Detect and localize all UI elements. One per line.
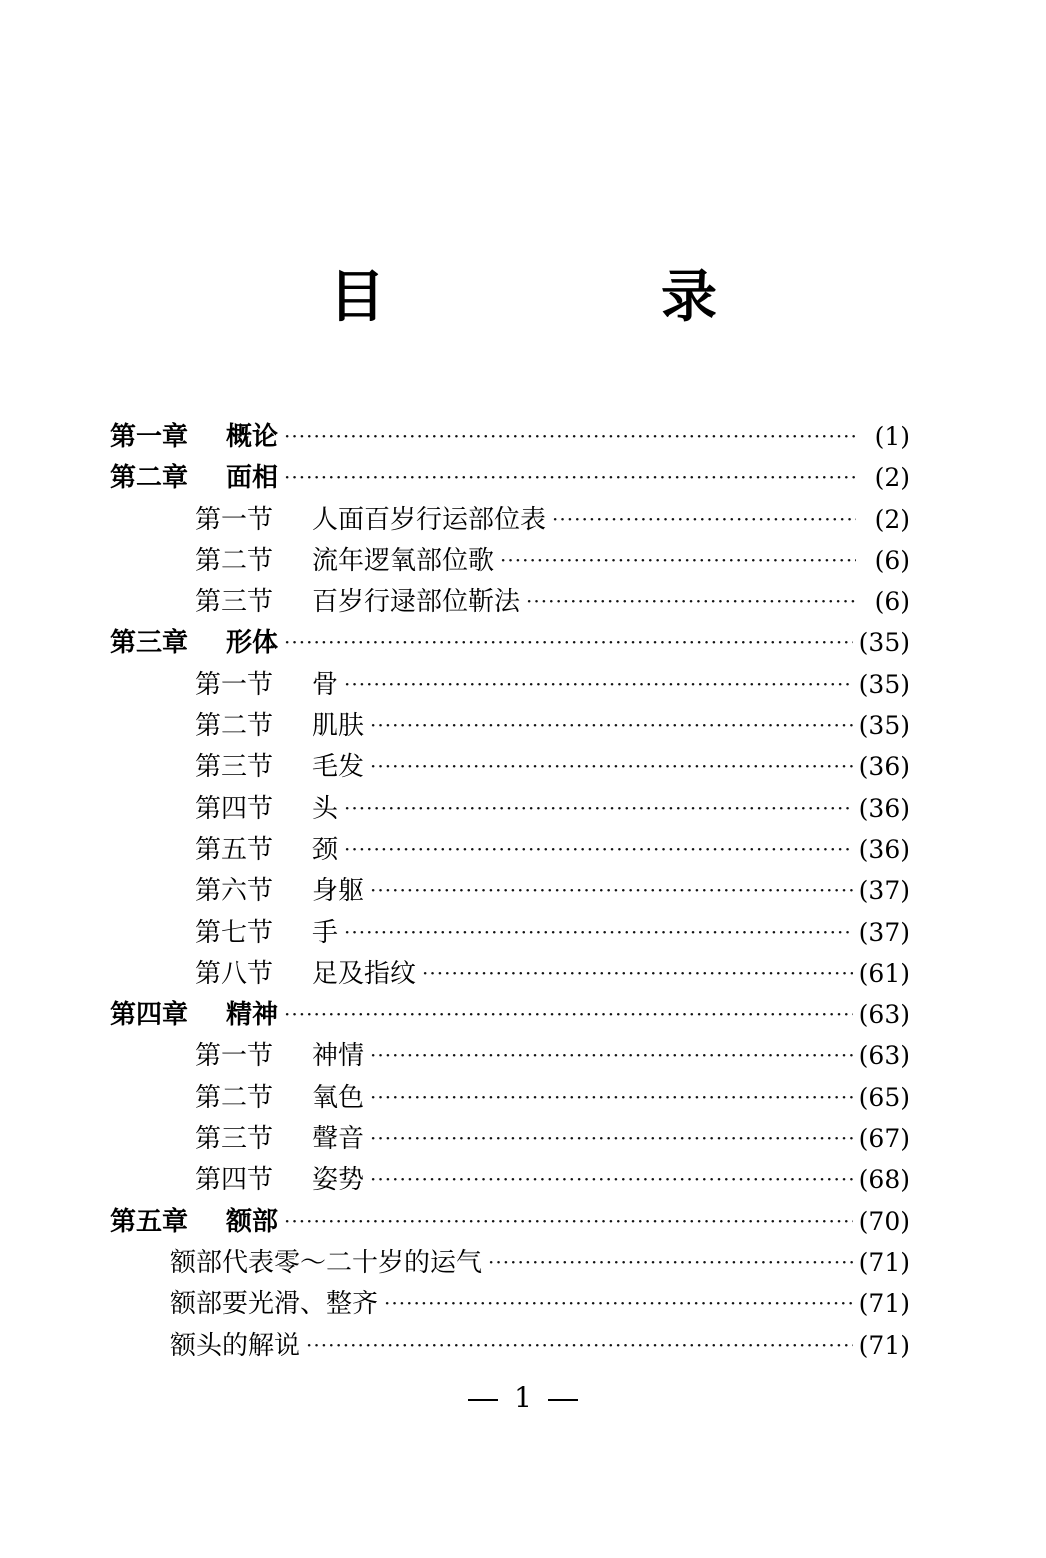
toc-entry-title: 姿势 bbox=[312, 1165, 365, 1196]
toc-entry-page-number: (2) bbox=[874, 463, 910, 493]
toc-entry-section[interactable] bbox=[110, 1035, 910, 1076]
toc-entry-section[interactable] bbox=[110, 746, 910, 787]
toc-entry-title: 流年逻氧部位歌 bbox=[312, 545, 495, 576]
toc-entry-page-number: (36) bbox=[858, 752, 910, 782]
toc-entry-label: 第二章 bbox=[110, 463, 189, 494]
toc-entry-title: 骨 bbox=[312, 669, 339, 700]
toc-entry-title: 神情 bbox=[312, 1041, 365, 1072]
toc-entry-section[interactable] bbox=[110, 788, 910, 829]
table-of-contents bbox=[110, 416, 910, 1366]
toc-entry-page-number: (71) bbox=[858, 1247, 910, 1277]
toc-entry-label: 第一章 bbox=[110, 422, 189, 452]
toc-entry-section[interactable] bbox=[110, 705, 910, 746]
toc-entry-title: 足及指纹 bbox=[312, 958, 417, 989]
toc-entry-chapter[interactable] bbox=[110, 622, 910, 663]
toc-entry-title: 头 bbox=[312, 793, 339, 824]
dot-leader bbox=[370, 1159, 853, 1200]
toc-entry-page-number: (37) bbox=[858, 917, 910, 947]
toc-entry-page-number: (6) bbox=[874, 587, 910, 617]
toc-entry-title: 精神 bbox=[226, 1000, 279, 1031]
toc-entry-section[interactable] bbox=[110, 1159, 910, 1200]
dot-leader bbox=[370, 746, 853, 787]
toc-entry-page-number: (36) bbox=[858, 793, 910, 823]
toc-entry-section[interactable] bbox=[110, 953, 910, 994]
toc-entry-chapter[interactable] bbox=[110, 994, 910, 1035]
toc-entry-chapter[interactable] bbox=[110, 1201, 910, 1242]
dot-leader bbox=[344, 912, 853, 953]
toc-entry-page-number: (6) bbox=[874, 545, 910, 575]
toc-entry-section[interactable] bbox=[110, 1118, 910, 1159]
toc-entry-title: 额部代表零～二十岁的运气 bbox=[170, 1247, 483, 1278]
toc-entry-page-number: (35) bbox=[858, 669, 910, 699]
dot-leader bbox=[284, 416, 856, 457]
toc-entry-label: 第六节 bbox=[195, 876, 274, 907]
toc-entry-page-number: (2) bbox=[874, 504, 910, 534]
toc-entry-chapter[interactable] bbox=[110, 457, 910, 498]
toc-entry-label: 第一节 bbox=[195, 1041, 274, 1072]
dot-leader bbox=[370, 1118, 853, 1159]
dot-leader bbox=[526, 581, 856, 622]
toc-entry-section[interactable] bbox=[110, 540, 910, 581]
toc-entry-section[interactable] bbox=[110, 1077, 910, 1118]
dot-leader bbox=[284, 994, 853, 1035]
toc-entry-title: 人面百岁行运部位表 bbox=[312, 504, 547, 535]
toc-entry-section[interactable] bbox=[110, 829, 910, 870]
toc-entry-title: 额部要光滑、整齐 bbox=[170, 1289, 379, 1320]
toc-entry-title: 肌肤 bbox=[312, 711, 365, 742]
toc-entry-page-number: (35) bbox=[858, 628, 910, 658]
dot-leader bbox=[370, 1035, 853, 1076]
toc-entry-section[interactable] bbox=[110, 870, 910, 911]
toc-entry-topic[interactable] bbox=[110, 1242, 910, 1283]
page-title: 目 录 bbox=[329, 264, 827, 330]
toc-entry-title: 百岁行逯部位靳法 bbox=[312, 587, 521, 618]
dot-leader bbox=[370, 870, 853, 911]
toc-entry-title: 氧色 bbox=[312, 1082, 365, 1113]
toc-entry-title: 额头的解说 bbox=[170, 1330, 301, 1361]
toc-entry-title: 手 bbox=[312, 917, 339, 948]
toc-entry-label: 第七节 bbox=[195, 917, 274, 948]
toc-entry-page-number: (71) bbox=[858, 1289, 910, 1319]
toc-entry-section[interactable] bbox=[110, 912, 910, 953]
toc-entry-label: 第四节 bbox=[195, 1165, 274, 1196]
toc-entry-page-number: (61) bbox=[858, 958, 910, 988]
toc-entry-label: 第八节 bbox=[195, 958, 274, 989]
toc-entry-page-number: (35) bbox=[858, 711, 910, 741]
dot-leader bbox=[284, 622, 853, 663]
toc-entry-page-number: (37) bbox=[858, 876, 910, 906]
toc-entry-label: 第二节 bbox=[195, 1082, 274, 1113]
toc-entry-label: 第三章 bbox=[110, 628, 189, 659]
dot-leader bbox=[284, 457, 856, 498]
toc-entry-label: 第三节 bbox=[195, 752, 274, 783]
toc-entry-title: 颈 bbox=[312, 834, 339, 865]
toc-entry-page-number: (65) bbox=[858, 1082, 910, 1112]
toc-entry-label: 第四节 bbox=[195, 793, 274, 824]
dot-leader bbox=[488, 1242, 853, 1283]
toc-entry-title: 聲音 bbox=[312, 1124, 365, 1155]
toc-entry-topic[interactable] bbox=[110, 1325, 910, 1366]
dot-leader bbox=[284, 1201, 853, 1242]
toc-entry-chapter[interactable] bbox=[110, 416, 910, 457]
toc-entry-label: 第五节 bbox=[195, 834, 274, 865]
page-number: 1 bbox=[514, 1381, 532, 1414]
toc-entry-title: 额部 bbox=[226, 1206, 279, 1237]
toc-entry-label: 第二节 bbox=[195, 711, 274, 742]
toc-entry-page-number: (1) bbox=[874, 422, 910, 451]
toc-entry-label: 第三节 bbox=[195, 1124, 274, 1155]
toc-entry-title: 形体 bbox=[226, 628, 279, 659]
dot-leader bbox=[422, 953, 853, 994]
toc-entry-title: 概论 bbox=[226, 422, 279, 452]
dot-leader bbox=[344, 788, 853, 829]
toc-entry-title: 毛发 bbox=[312, 752, 365, 783]
footer-dash-right bbox=[548, 1399, 578, 1401]
toc-entry-label: 第五章 bbox=[110, 1206, 189, 1237]
toc-entry-title: 面相 bbox=[226, 463, 279, 494]
toc-entry-label: 第二节 bbox=[195, 545, 274, 576]
dot-leader bbox=[370, 1077, 853, 1118]
toc-entry-page-number: (63) bbox=[858, 1041, 910, 1071]
toc-entry-page-number: (63) bbox=[858, 1000, 910, 1030]
toc-entry-page-number: (70) bbox=[858, 1206, 910, 1236]
dot-leader bbox=[344, 829, 853, 870]
toc-entry-section[interactable] bbox=[110, 581, 910, 622]
footer-dash-left bbox=[468, 1399, 498, 1401]
toc-entry-label: 第三节 bbox=[195, 587, 274, 618]
toc-entry-label: 第一节 bbox=[195, 669, 274, 700]
toc-entry-label: 第一节 bbox=[195, 504, 274, 535]
toc-entry-page-number: (67) bbox=[858, 1124, 910, 1154]
toc-entry-section[interactable] bbox=[110, 499, 910, 540]
toc-entry-section[interactable] bbox=[110, 664, 910, 705]
toc-entry-page-number: (36) bbox=[858, 834, 910, 864]
toc-entry-label: 第四章 bbox=[110, 1000, 189, 1031]
toc-entry-page-number: (71) bbox=[858, 1330, 910, 1360]
dot-leader bbox=[306, 1325, 853, 1366]
dot-leader bbox=[384, 1283, 853, 1324]
dot-leader bbox=[552, 499, 856, 540]
dot-leader bbox=[500, 540, 856, 581]
toc-entry-page-number: (68) bbox=[858, 1165, 910, 1195]
toc-entry-title: 身躯 bbox=[312, 876, 365, 907]
dot-leader bbox=[370, 705, 853, 746]
toc-entry-topic[interactable] bbox=[110, 1283, 910, 1324]
page-footer bbox=[0, 1378, 1046, 1418]
dot-leader bbox=[344, 664, 853, 705]
